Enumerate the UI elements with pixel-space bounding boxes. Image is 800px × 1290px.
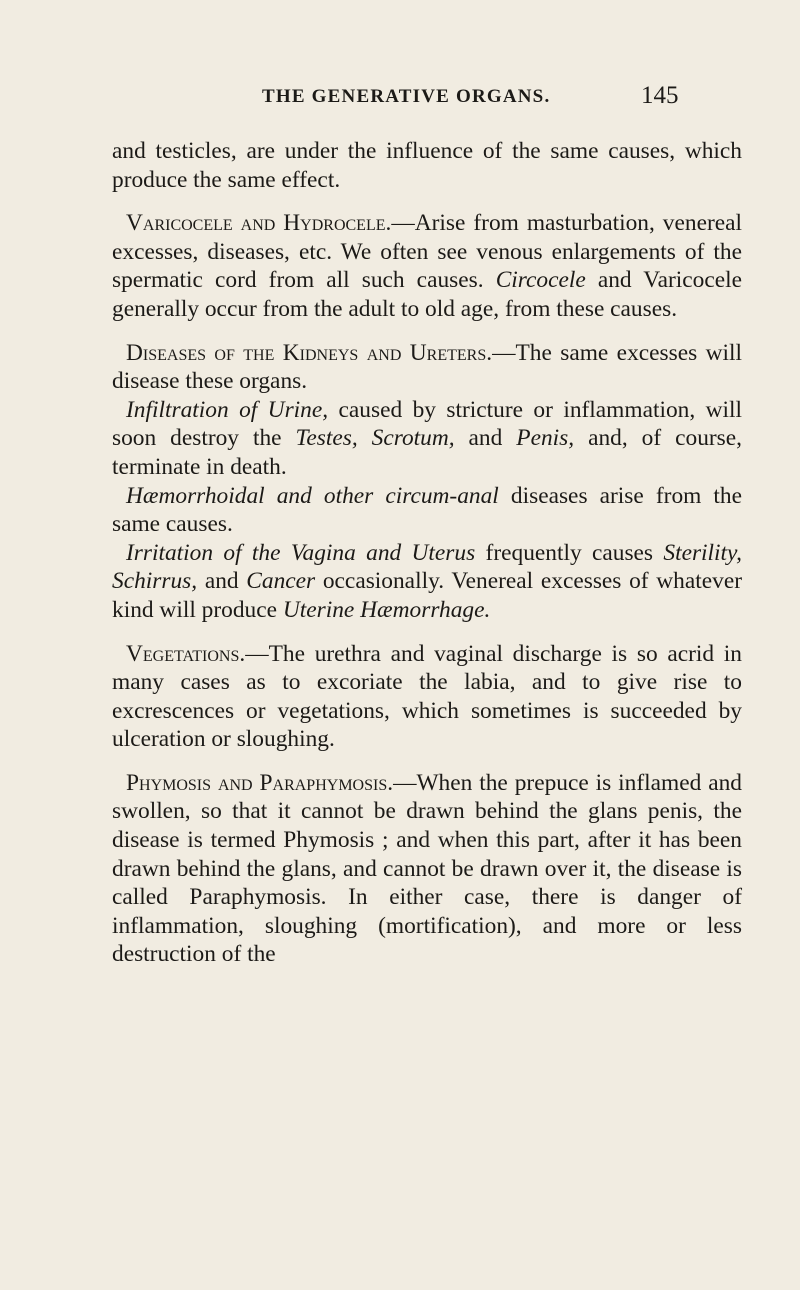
italic-term: Penis, [516,425,575,452]
section-heading-kidneys: Diseases of the Kidneys and Ureters. [126,339,493,366]
text-run: and [197,568,247,595]
section-heading-varicocele: Varicocele and Hydrocele. [126,210,392,237]
text-run: and [454,425,517,452]
section-heading-phymosis: Phymosis and Paraphymosis. [126,769,394,796]
paragraph-infiltration [112,396,742,482]
text-run: diseases arise from the same causes. [112,482,742,538]
italic-term: Testes, Scrotum, [295,425,455,452]
text-run: and, of course, terminate in death. [112,425,743,480]
paragraph-varicocele [112,209,742,323]
text-run: caused by stricture or inflammation, will soon destroy the [112,396,742,452]
italic-term: Hæmorrhoidal and other circum-anal [126,482,499,509]
text-run: —When the prepuce is inflamed and swollen, so that it cannot be drawn behind the glans penis, the disease is termed Phymosis ; and when this part, after it has been drawn behind the glans, and cannot be drawn over it, the disease is called Paraphymosis. In either case, there is danger of inflammation, sloughing (mortification), and more or less destruction of the [112,769,742,968]
body-text [112,137,742,969]
text-run: —Arise from masturbation, venereal excesses, diseases, etc. We often see venous enlargements of the spermatic cord from all such causes. [112,210,742,294]
paragraph-kidneys [112,339,742,396]
page-number: 145 [641,82,679,109]
paragraph-continuation: and testicles, are under the influence of the same causes, which produce the same effect. [112,138,742,193]
text-run: —The urethra and vaginal discharge is so acrid in many cases as to excoriate the labia, and to give rise to excrescences or vegetations, which sometimes is succeeded by ulceration or sloughing. [112,640,742,753]
text-run: frequently causes [475,539,664,566]
section-heading-vegetations: Vegetations. [126,640,246,667]
text-run: occasionally. Venereal excesses of whatever kind will produce [112,568,743,623]
paragraph-vegetations [112,640,742,754]
running-head: THE GENERATIVE ORGANS. [262,86,551,107]
paragraph-phymosis [112,769,742,969]
italic-term: Cancer [246,568,316,595]
paragraph-irritation [112,539,742,625]
paragraph-haemorrhoidal [112,482,742,539]
text-run: —The same excesses will disease these organs. [112,339,742,395]
italic-term: Circocele [495,267,586,294]
italic-term: Irritation of the Vagina and Uterus [126,539,476,566]
text-run: and Varicocele generally occur from the adult to old age, from these causes. [112,267,742,322]
italic-term: Sterility, Schirrus, [112,539,742,595]
italic-term: Uterine Hæmorrhage. [282,596,491,623]
italic-term: Infiltration of Urine, [126,396,329,423]
page-header [0,82,800,122]
